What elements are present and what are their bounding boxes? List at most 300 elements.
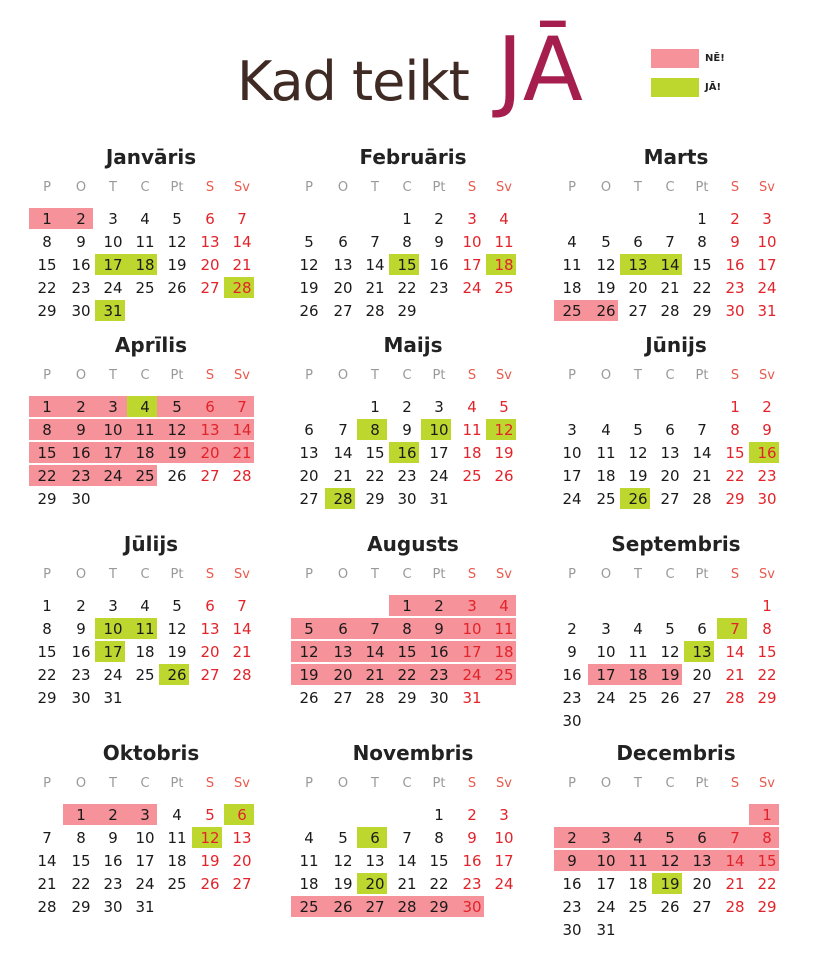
day-cell: 24 — [757, 279, 777, 297]
day-cell: 14 — [365, 643, 385, 661]
weekday-header: O — [337, 368, 349, 383]
day-cell: 8 — [762, 620, 772, 638]
day-cell: 4 — [140, 398, 150, 416]
day-cell: 10 — [757, 233, 777, 251]
day-cell: 14 — [692, 444, 712, 462]
day-cell: 11 — [494, 233, 514, 251]
legend-swatch-yes — [651, 78, 699, 97]
day-cell: 7 — [237, 597, 247, 615]
day-cell: 21 — [365, 666, 385, 684]
day-cell: 26 — [167, 467, 187, 485]
day-cell: 11 — [135, 421, 155, 439]
day-cell: 3 — [567, 421, 577, 439]
day-cell: 31 — [596, 921, 616, 939]
day-cell: 31 — [103, 302, 123, 320]
day-cell: 1 — [762, 597, 772, 615]
day-cell: 2 — [76, 398, 86, 416]
weekday-header: P — [568, 567, 576, 582]
day-cell: 10 — [429, 421, 449, 439]
day-cell: 9 — [402, 421, 412, 439]
day-cell: 24 — [462, 666, 482, 684]
weekday-header: Sv — [759, 180, 775, 195]
day-cell: 29 — [37, 490, 57, 508]
day-cell: 9 — [108, 829, 118, 847]
weekday-header: P — [43, 368, 51, 383]
weekday-header: O — [75, 776, 87, 791]
day-cell: 5 — [172, 398, 182, 416]
day-cell: 17 — [429, 444, 449, 462]
day-cell: 6 — [205, 597, 215, 615]
day-cell: 21 — [725, 666, 745, 684]
day-cell: 16 — [397, 444, 417, 462]
day-cell: 18 — [135, 256, 155, 274]
weekday-header: T — [109, 567, 117, 582]
day-cell: 16 — [103, 852, 123, 870]
weekday-header: C — [140, 180, 150, 195]
day-cell: 13 — [200, 233, 220, 251]
day-cell: 26 — [628, 490, 648, 508]
day-cell: 25 — [299, 898, 319, 916]
day-cell: 7 — [730, 620, 740, 638]
day-cell: 10 — [135, 829, 155, 847]
day-cell: 14 — [232, 421, 252, 439]
day-cell: 19 — [299, 666, 319, 684]
day-cell: 27 — [232, 875, 252, 893]
day-cell: 19 — [167, 444, 187, 462]
month-name: Decembris — [616, 741, 736, 765]
weekday-header: O — [337, 567, 349, 582]
day-cell: 13 — [628, 256, 648, 274]
weekday-header: S — [205, 776, 215, 791]
day-cell: 10 — [596, 643, 616, 661]
day-cell: 14 — [725, 852, 745, 870]
month-name: Novembris — [352, 741, 474, 765]
weekday-header: Pt — [695, 567, 709, 582]
day-cell: 21 — [232, 444, 252, 462]
day-cell: 15 — [397, 643, 417, 661]
day-cell: 23 — [429, 666, 449, 684]
day-cell: 25 — [135, 279, 155, 297]
day-cell: 27 — [200, 666, 220, 684]
day-cell: 27 — [628, 302, 648, 320]
day-cell: 30 — [71, 689, 91, 707]
weekday-header: Pt — [170, 776, 184, 791]
day-cell: 13 — [200, 421, 220, 439]
day-cell: 18 — [167, 852, 187, 870]
weekday-header: S — [205, 368, 215, 383]
day-cell: 3 — [601, 620, 611, 638]
day-cell: 14 — [232, 233, 252, 251]
day-cell: 13 — [660, 444, 680, 462]
day-cell: 29 — [37, 302, 57, 320]
day-cell: 3 — [108, 210, 118, 228]
day-cell: 22 — [37, 467, 57, 485]
day-cell: 5 — [172, 210, 182, 228]
day-cell: 10 — [103, 620, 123, 638]
day-cell: 3 — [108, 398, 118, 416]
day-cell: 12 — [333, 852, 353, 870]
day-cell: 16 — [562, 875, 582, 893]
day-cell: 14 — [725, 643, 745, 661]
day-cell: 6 — [237, 806, 247, 824]
legend-label-no: NĒ! — [705, 53, 725, 64]
day-cell: 2 — [434, 597, 444, 615]
day-cell: 25 — [628, 689, 648, 707]
day-cell: 18 — [628, 875, 648, 893]
weekday-header: S — [730, 776, 740, 791]
day-cell: 28 — [37, 898, 57, 916]
day-cell: 3 — [467, 597, 477, 615]
day-cell: 18 — [135, 643, 155, 661]
weekday-header: O — [337, 776, 349, 791]
day-cell: 1 — [42, 210, 52, 228]
day-cell: 28 — [232, 279, 252, 297]
day-cell: 14 — [660, 256, 680, 274]
day-cell: 15 — [725, 444, 745, 462]
day-cell: 23 — [725, 279, 745, 297]
weekday-header: Sv — [759, 567, 775, 582]
day-cell: 22 — [365, 467, 385, 485]
weekday-header: T — [109, 776, 117, 791]
day-cell: 31 — [429, 490, 449, 508]
day-cell: 19 — [660, 875, 680, 893]
weekday-header: T — [109, 368, 117, 383]
weekday-header: S — [205, 180, 215, 195]
day-cell: 4 — [567, 233, 577, 251]
day-cell: 16 — [562, 666, 582, 684]
day-cell: 9 — [730, 233, 740, 251]
weekday-header: S — [205, 567, 215, 582]
day-cell: 30 — [397, 490, 417, 508]
day-cell: 28 — [397, 898, 417, 916]
weekday-header: C — [665, 368, 675, 383]
day-cell: 31 — [103, 689, 123, 707]
weekday-header: S — [467, 776, 477, 791]
day-cell: 20 — [200, 643, 220, 661]
day-cell: 26 — [167, 279, 187, 297]
day-cell: 27 — [365, 898, 385, 916]
day-cell: 18 — [562, 279, 582, 297]
day-cell: 16 — [71, 643, 91, 661]
day-cell: 27 — [692, 898, 712, 916]
day-cell: 1 — [697, 210, 707, 228]
day-cell: 5 — [633, 421, 643, 439]
day-cell: 1 — [434, 806, 444, 824]
legend-label-yes: JĀ! — [705, 82, 722, 93]
day-cell: 6 — [665, 421, 675, 439]
weekday-header: C — [665, 180, 675, 195]
day-cell: 13 — [692, 852, 712, 870]
day-cell: 28 — [725, 898, 745, 916]
day-cell: 30 — [562, 921, 582, 939]
day-cell: 29 — [397, 302, 417, 320]
weekday-header: C — [140, 567, 150, 582]
day-cell: 3 — [108, 597, 118, 615]
legend-item-yes — [651, 73, 725, 102]
day-cell: 26 — [660, 689, 680, 707]
day-cell: 2 — [567, 620, 577, 638]
day-cell: 25 — [494, 279, 514, 297]
day-cell: 9 — [434, 233, 444, 251]
day-cell: 25 — [135, 467, 155, 485]
day-cell: 17 — [494, 852, 514, 870]
day-cell: 18 — [494, 643, 514, 661]
day-cell: 21 — [660, 279, 680, 297]
day-cell: 30 — [562, 712, 582, 730]
day-cell: 8 — [697, 233, 707, 251]
day-cell: 22 — [397, 279, 417, 297]
day-cell: 30 — [429, 689, 449, 707]
weekday-header: O — [337, 180, 349, 195]
day-cell: 11 — [628, 852, 648, 870]
day-cell: 9 — [567, 643, 577, 661]
day-cell: 27 — [200, 279, 220, 297]
day-cell: 16 — [725, 256, 745, 274]
day-cell: 2 — [567, 829, 577, 847]
weekday-header: Sv — [234, 368, 250, 383]
weekday-header: P — [568, 368, 576, 383]
day-cell: 7 — [402, 829, 412, 847]
day-cell: 4 — [601, 421, 611, 439]
day-cell: 4 — [633, 620, 643, 638]
day-cell: 27 — [333, 302, 353, 320]
day-cell: 2 — [762, 398, 772, 416]
weekday-header: S — [730, 368, 740, 383]
day-cell: 9 — [762, 421, 772, 439]
day-cell: 27 — [299, 490, 319, 508]
day-cell: 22 — [429, 875, 449, 893]
day-cell: 19 — [660, 666, 680, 684]
day-cell: 18 — [299, 875, 319, 893]
day-cell: 20 — [628, 279, 648, 297]
day-cell: 29 — [692, 302, 712, 320]
day-cell: 20 — [660, 467, 680, 485]
day-cell: 13 — [365, 852, 385, 870]
day-cell: 23 — [71, 279, 91, 297]
day-cell: 10 — [462, 620, 482, 638]
weekday-header: C — [140, 368, 150, 383]
day-cell: 4 — [140, 597, 150, 615]
day-cell: 4 — [499, 210, 509, 228]
day-cell: 11 — [596, 444, 616, 462]
day-cell: 20 — [299, 467, 319, 485]
day-cell: 12 — [299, 256, 319, 274]
day-cell: 24 — [135, 875, 155, 893]
day-cell: 24 — [103, 666, 123, 684]
weekday-header: O — [75, 180, 87, 195]
day-cell: 28 — [365, 689, 385, 707]
day-cell: 28 — [232, 666, 252, 684]
day-cell: 28 — [692, 490, 712, 508]
day-cell: 6 — [338, 233, 348, 251]
day-cell: 6 — [304, 421, 314, 439]
day-cell: 26 — [299, 302, 319, 320]
weekday-header: Pt — [432, 180, 446, 195]
weekday-header: P — [305, 368, 313, 383]
day-cell: 20 — [232, 852, 252, 870]
day-cell: 20 — [692, 875, 712, 893]
day-cell: 16 — [429, 256, 449, 274]
day-cell: 24 — [596, 689, 616, 707]
day-cell: 25 — [596, 490, 616, 508]
day-cell: 20 — [333, 666, 353, 684]
day-cell: 5 — [665, 829, 675, 847]
day-cell: 12 — [200, 829, 220, 847]
day-cell: 14 — [397, 852, 417, 870]
day-cell: 16 — [757, 444, 777, 462]
day-cell: 14 — [232, 620, 252, 638]
day-cell: 29 — [757, 898, 777, 916]
day-cell: 15 — [757, 643, 777, 661]
day-cell: 1 — [42, 398, 52, 416]
weekday-header: Pt — [432, 776, 446, 791]
day-cell: 12 — [660, 643, 680, 661]
day-cell: 6 — [697, 829, 707, 847]
day-cell: 12 — [167, 421, 187, 439]
day-cell: 10 — [562, 444, 582, 462]
weekday-header: T — [371, 567, 379, 582]
weekday-header: S — [467, 368, 477, 383]
weekday-header: P — [43, 567, 51, 582]
day-cell: 21 — [37, 875, 57, 893]
day-cell: 12 — [167, 620, 187, 638]
weekday-header: S — [730, 180, 740, 195]
day-cell: 8 — [730, 421, 740, 439]
day-cell: 5 — [172, 597, 182, 615]
day-cell: 4 — [172, 806, 182, 824]
day-cell: 7 — [730, 829, 740, 847]
weekday-header: Sv — [759, 776, 775, 791]
month-name: Maijs — [383, 333, 443, 357]
day-cell: 14 — [37, 852, 57, 870]
day-cell: 16 — [429, 643, 449, 661]
day-cell: 25 — [494, 666, 514, 684]
weekday-header: T — [634, 368, 642, 383]
day-cell: 12 — [494, 421, 514, 439]
day-cell: 29 — [429, 898, 449, 916]
weekday-header: T — [634, 180, 642, 195]
day-cell: 23 — [429, 279, 449, 297]
day-cell: 26 — [299, 689, 319, 707]
day-cell: 8 — [402, 233, 412, 251]
day-cell: 26 — [660, 898, 680, 916]
day-cell: 22 — [692, 279, 712, 297]
weekday-header: C — [665, 567, 675, 582]
day-cell: 25 — [167, 875, 187, 893]
day-cell: 19 — [299, 279, 319, 297]
day-cell: 28 — [660, 302, 680, 320]
day-cell: 2 — [467, 806, 477, 824]
weekday-header: O — [600, 776, 612, 791]
day-cell: 17 — [462, 256, 482, 274]
day-cell: 2 — [402, 398, 412, 416]
weekday-header: Sv — [496, 567, 512, 582]
day-cell: 10 — [596, 852, 616, 870]
day-cell: 3 — [499, 806, 509, 824]
day-cell: 21 — [397, 875, 417, 893]
day-cell: 15 — [37, 643, 57, 661]
weekday-header: O — [600, 368, 612, 383]
day-cell: 4 — [467, 398, 477, 416]
day-cell: 20 — [692, 666, 712, 684]
weekday-header: Pt — [432, 368, 446, 383]
day-cell: 26 — [167, 666, 187, 684]
month-name: Janvāris — [105, 145, 197, 169]
day-cell: 8 — [42, 233, 52, 251]
title-text: Kad teikt — [237, 50, 469, 113]
day-cell: 23 — [757, 467, 777, 485]
day-cell: 24 — [596, 898, 616, 916]
day-cell: 23 — [71, 467, 91, 485]
day-cell: 29 — [365, 490, 385, 508]
day-cell: 28 — [725, 689, 745, 707]
legend-item-no — [651, 44, 725, 73]
day-cell: 17 — [562, 467, 582, 485]
day-cell: 1 — [730, 398, 740, 416]
day-cell: 16 — [71, 444, 91, 462]
day-cell: 30 — [462, 898, 482, 916]
day-cell: 17 — [103, 256, 123, 274]
day-cell: 30 — [757, 490, 777, 508]
weekday-header: T — [634, 567, 642, 582]
legend — [651, 44, 725, 102]
day-cell: 5 — [601, 233, 611, 251]
day-cell: 5 — [304, 620, 314, 638]
day-cell: 22 — [757, 666, 777, 684]
day-cell: 29 — [37, 689, 57, 707]
day-cell: 7 — [370, 620, 380, 638]
weekday-header: Sv — [759, 368, 775, 383]
day-cell: 14 — [333, 444, 353, 462]
day-cell: 24 — [562, 490, 582, 508]
day-cell: 22 — [757, 875, 777, 893]
day-cell: 26 — [596, 302, 616, 320]
day-cell: 20 — [200, 256, 220, 274]
weekday-header: Sv — [234, 180, 250, 195]
month-name: Augusts — [367, 532, 459, 556]
weekday-header: Sv — [496, 776, 512, 791]
month-name: Jūlijs — [123, 532, 179, 556]
day-cell: 15 — [37, 256, 57, 274]
day-cell: 11 — [299, 852, 319, 870]
day-cell: 6 — [205, 210, 215, 228]
weekday-header: Sv — [496, 180, 512, 195]
day-cell: 23 — [462, 875, 482, 893]
day-cell: 31 — [757, 302, 777, 320]
day-cell: 9 — [434, 620, 444, 638]
day-cell: 17 — [757, 256, 777, 274]
day-cell: 15 — [429, 852, 449, 870]
day-cell: 11 — [562, 256, 582, 274]
day-cell: 27 — [333, 689, 353, 707]
day-cell: 4 — [499, 597, 509, 615]
day-cell: 17 — [462, 643, 482, 661]
day-cell: 11 — [494, 620, 514, 638]
day-cell: 21 — [365, 279, 385, 297]
day-cell: 22 — [397, 666, 417, 684]
weekday-header: C — [665, 776, 675, 791]
weekday-header: P — [568, 776, 576, 791]
day-cell: 17 — [103, 444, 123, 462]
day-cell: 5 — [665, 620, 675, 638]
day-cell: 9 — [76, 233, 86, 251]
day-cell: 30 — [71, 302, 91, 320]
day-cell: 2 — [730, 210, 740, 228]
day-cell: 26 — [333, 898, 353, 916]
day-cell: 23 — [562, 689, 582, 707]
day-cell: 11 — [462, 421, 482, 439]
day-cell: 7 — [370, 233, 380, 251]
